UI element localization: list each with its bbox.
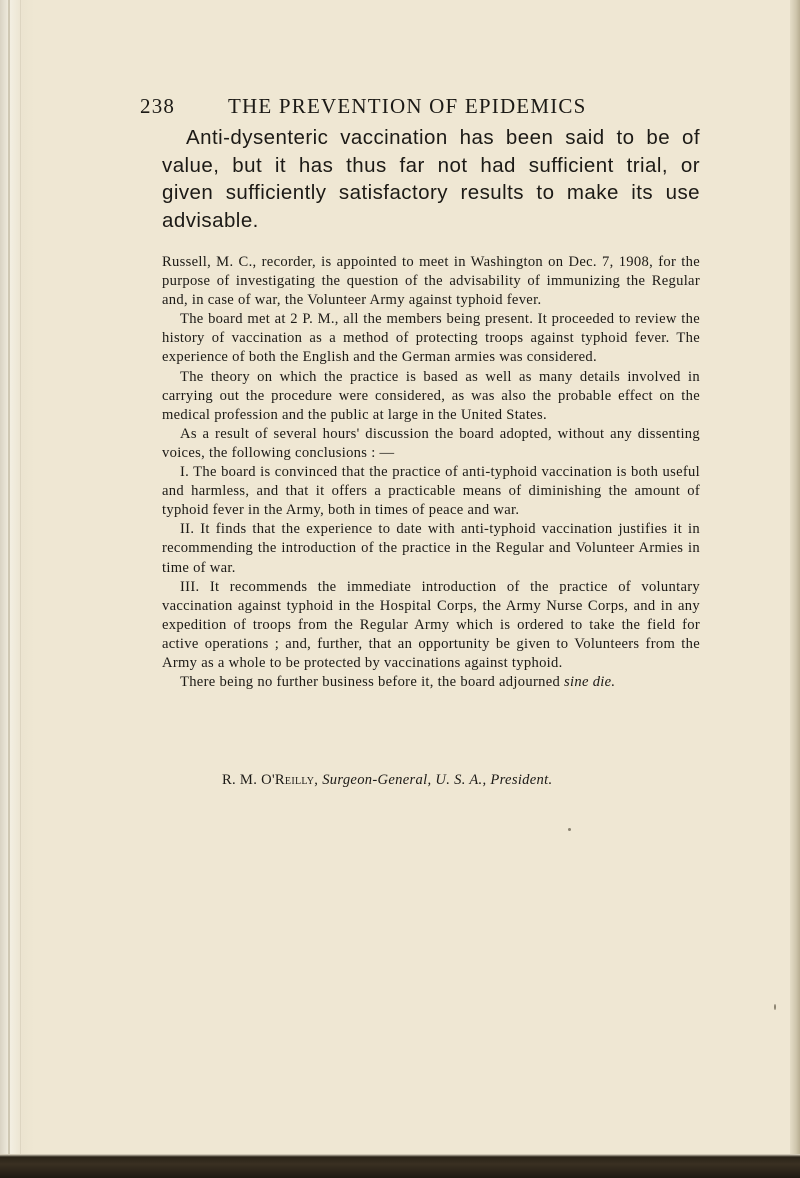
paragraph-theory: The theory on which the practice is based as well as many details involved in carrying out the procedure were considered, as was also the probable effect on the medical profession and the public at large in the United States. xyxy=(162,368,700,423)
paper-speck xyxy=(774,1004,776,1010)
signature-initials: R. M. xyxy=(222,772,258,788)
running-head xyxy=(140,94,700,124)
page-bottom-shadow xyxy=(0,1154,800,1178)
paragraph-discussion: As a result of several hours' discussion the board adopted, without any dissenting voices, the following conclusions : — xyxy=(162,425,700,461)
signature-surname: O'Reilly, xyxy=(261,772,319,788)
page-right-edge xyxy=(790,0,800,1178)
paper-speck xyxy=(568,828,571,831)
paragraph-adjournment xyxy=(162,673,700,692)
page-number: 238 xyxy=(140,94,176,118)
signature-title: Surgeon-General, U. S. A., President. xyxy=(322,772,553,788)
board-report xyxy=(162,253,700,692)
conclusion-three: III. It recommends the immediate introduction of the practice of voluntary vaccination against typhoid in the Hospital Corps, the Army Nurse Corps, and in any expedition of troops from the Regular Army which is ordered to take the field for active operations ; and, further, that an opportunity be given to Volunteers from the Army as a whole to be protected by vaccinations against typhoid. xyxy=(162,578,700,671)
adjournment-text: There being no further business before it, the board adjourned xyxy=(180,674,561,691)
paragraph-meeting: The board met at 2 P. M., all the members being present. It proceeded to review the history of vaccination as a method of protecting troops against typhoid fever. The experience of both the English and the German armies was considered. xyxy=(162,311,700,366)
paragraph-appointment: Russell, M. C., recorder, is appointed to meet in Washington on Dec. 7, 1908, for the purpose of investigating the question of the advisability of immunizing the Regular and, in case of war, the Volunteer Army against typhoid fever. xyxy=(162,254,700,309)
page-binding-edge xyxy=(0,0,34,1178)
conclusion-one: I. The board is convinced that the practice of anti-typhoid vaccination is both useful and harmless, and that it offers a practicable means of diminishing the amount of typhoid fever in the Army, both in times of peace and war. xyxy=(162,464,700,519)
conclusion-two: II. It finds that the experience to date with anti-typhoid vaccination justifies it in recommending the introduction of the practice in the Regular and Volunteer Armies in time of war. xyxy=(162,521,700,576)
intro-paragraph: Anti-dysenteric vaccination has been said to be of value, but it has thus far not had sufficient trial, or given sufficiently satisfactory results to make its use advisable. xyxy=(162,126,700,232)
signature-line xyxy=(222,771,700,790)
adjournment-latin: sine die. xyxy=(564,674,616,691)
running-head-title: THE PREVENTION OF EPIDEMICS xyxy=(228,94,587,118)
